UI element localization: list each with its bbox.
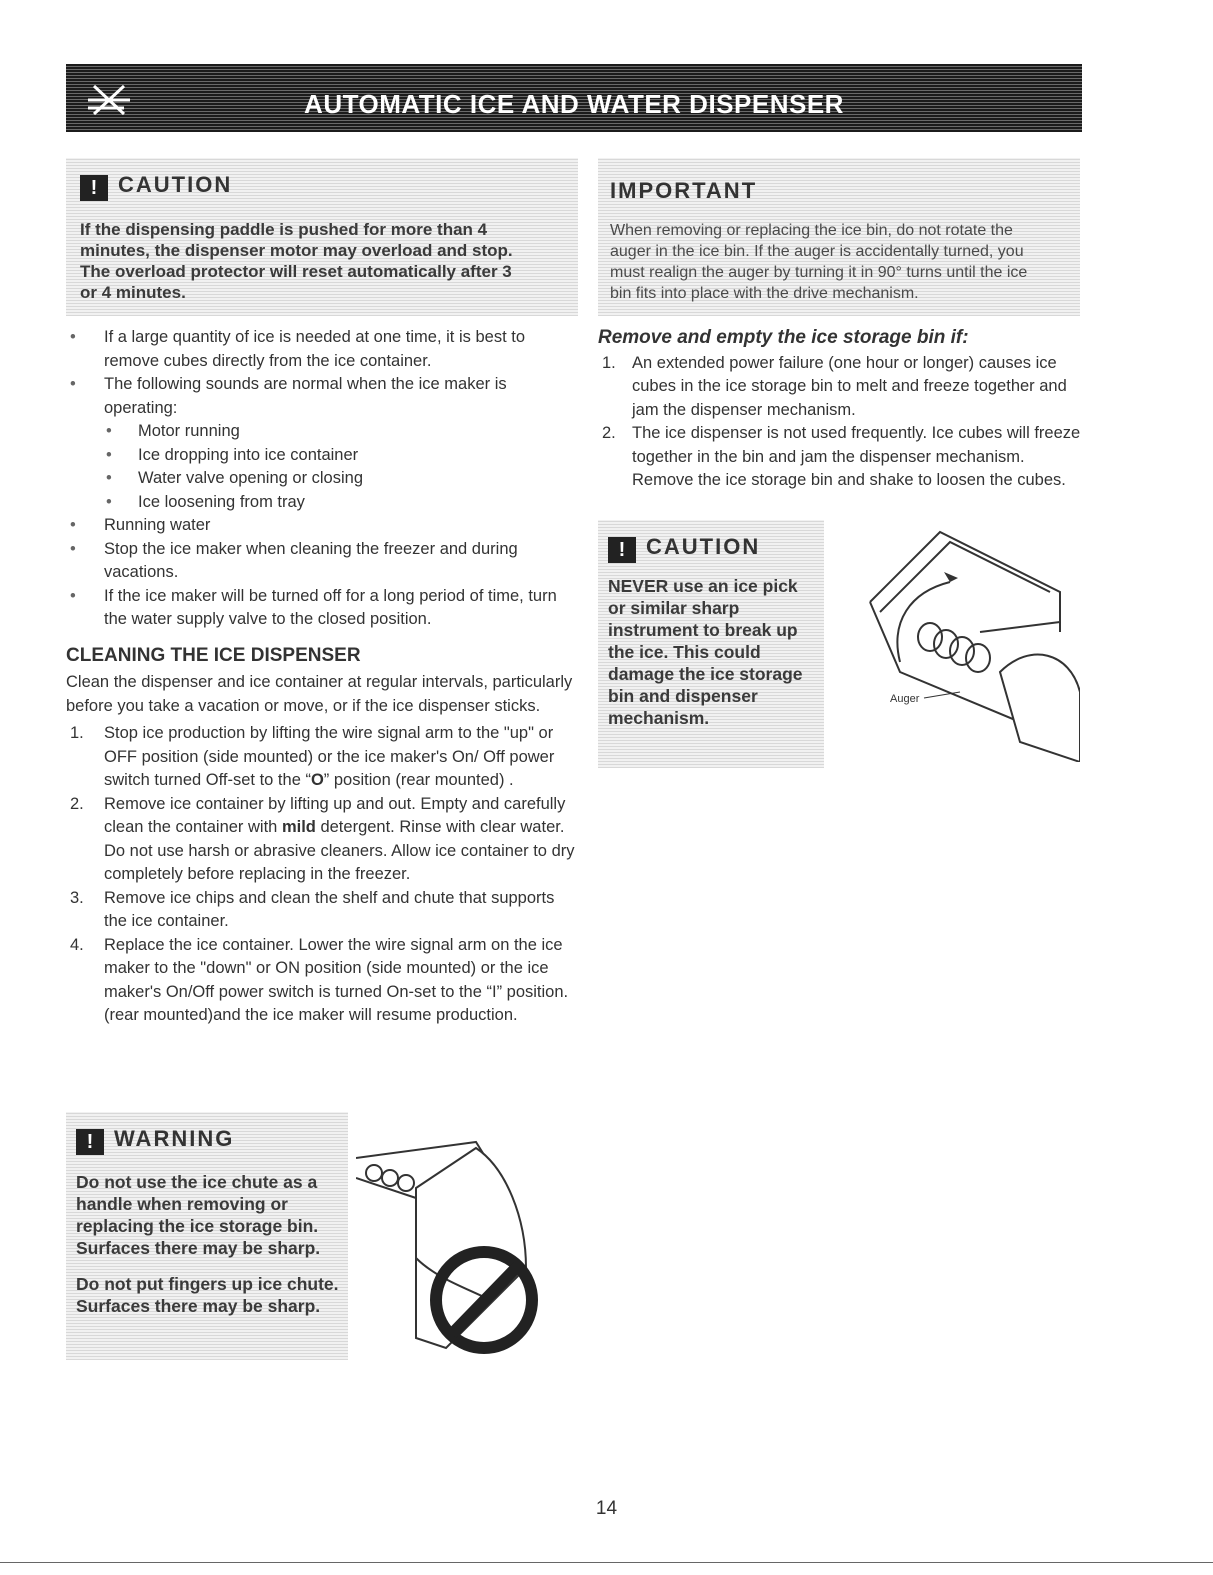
caution-heading: ! CAUTION [80, 172, 568, 201]
caution-text: NEVER use an ice pick or similar sharp instrument to break up the ice. This could damage the ice storage bin and dispenser mechanism. [608, 575, 803, 728]
important-box [598, 158, 1080, 316]
list-item: 1. An extended power failure (one hour or longer) causes ice cubes in the ice storage bin to melt and freeze together and jam the dispenser mechanism. [602, 353, 1067, 419]
page-number: 14 [595, 1498, 618, 1519]
warning-heading: ! WARNING [76, 1126, 340, 1155]
warning-triangle-icon: ! [76, 1129, 104, 1155]
list-item: 4. Replace the ice container. Lower the wire signal arm on the ice maker to the "down" or ON position (side mounted) or the ice maker's On/Off power switch is turned On-set to the “I” position. (rear mounted)and the ice maker will resume production. [70, 935, 569, 1024]
list-item: • Motor running [102, 420, 576, 444]
important-text: When removing or replacing the ice bin, do not rotate the auger in the ice bin. If the auger is accidentally turned, you must realign the auger by turning it in 90° turns until the ice bin fits into place with the drive mechanism. [610, 222, 1028, 302]
section-heading-cleaning: CLEANING THE ICE DISPENSER [66, 644, 361, 666]
header-bar [66, 64, 1082, 132]
ice-chute-illustration [356, 1138, 576, 1356]
list-item: 1. Stop ice production by lifting the wire signal arm to the "up" or OFF position (side mounted) or the ice maker's On/ Off power switch turned Off-set to the “O” position (rear mounted) . [70, 724, 555, 789]
list-item: 3. Remove ice chips and clean the shelf and chute that supports the ice container. [70, 888, 555, 930]
list-item: • The following sounds are normal when the ice maker is operating: [66, 373, 576, 420]
caution-text: If the dispensing paddle is pushed for more than 4 minutes, the dispenser motor may overload and stop. The overload protector will reset automatically after 3 or 4 minutes. [80, 219, 513, 302]
cleaning-intro: Clean the dispenser and ice container at regular intervals, particularly before you take a vacation or move, or if the ice dispenser sticks. [66, 673, 573, 715]
list-item: • Ice dropping into ice container [102, 444, 576, 468]
list-item: 2. Remove ice container by lifting up and out. Empty and carefully clean the container with mild detergent. Rinse with clear water. Do not use harsh or abrasive cleaners. Allow ice container to dry completely before replacing in the freezer. [70, 794, 575, 883]
list-item: • Stop the ice maker when cleaning the freezer and during vacations. [66, 538, 576, 585]
left-column [66, 326, 576, 1028]
warning-triangle-icon: ! [80, 175, 108, 201]
ice-bin-auger-illustration [860, 522, 1080, 762]
right-column [598, 326, 1088, 493]
caution-box-right [598, 520, 824, 768]
list-item: • Running water [66, 514, 576, 538]
list-item: • Ice loosening from tray [102, 491, 576, 515]
remove-heading: Remove and empty the ice storage bin if: [598, 327, 969, 348]
page-title: AUTOMATIC ICE AND WATER DISPENSER [304, 89, 844, 119]
list-item: • If the ice maker will be turned off for a long period of time, turn the water supply valve to the closed position. [66, 585, 576, 632]
warning-text-2: Do not put fingers up ice chute. Surfaces there may be sharp. [76, 1273, 339, 1316]
list-item: • Water valve opening or closing [102, 467, 576, 491]
caution-box-top [66, 158, 578, 316]
warning-text-1: Do not use the ice chute as a handle when removing or replacing the ice storage bin. Surfaces there may be sharp. [76, 1171, 321, 1258]
bottom-rule [0, 1562, 1213, 1563]
important-heading: IMPORTANT [610, 178, 758, 203]
warning-box [66, 1112, 348, 1360]
list-item: • If a large quantity of ice is needed at one time, it is best to remove cubes directly from the ice container. [66, 326, 576, 373]
caution-heading: ! CAUTION [608, 534, 816, 563]
list-item: 2. The ice dispenser is not used frequently. Ice cubes will freeze together in the bin and jam the dispenser mechanism. Remove the ice storage bin and shake to loosen the cubes. [602, 424, 1081, 489]
auger-label: Auger [890, 693, 920, 705]
warning-triangle-icon: ! [608, 537, 636, 563]
